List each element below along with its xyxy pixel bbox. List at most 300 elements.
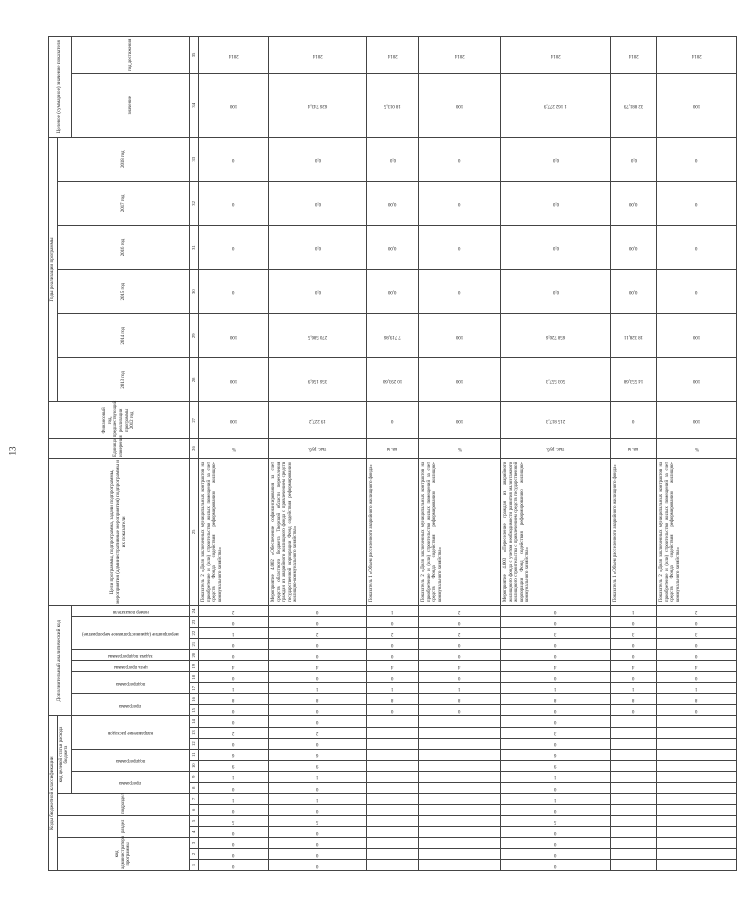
column-number: 2	[190, 848, 199, 859]
code-digit-cell: 2	[419, 605, 501, 616]
target-value-cell: 626 743,4	[269, 73, 367, 137]
code-digit-cell: 4	[657, 661, 737, 672]
year-value-cell: 0	[657, 225, 737, 269]
code-digit-cell	[419, 716, 501, 727]
year-value-cell: 356 156,9	[269, 358, 367, 402]
column-number: 11	[190, 749, 199, 760]
code-digit-cell: 0	[269, 672, 367, 683]
code-digit-cell	[611, 815, 657, 826]
year-2016-header: 2016 год	[57, 225, 189, 269]
year-value-cell: 0,0	[501, 270, 611, 314]
target-year-cell: 2014	[199, 37, 269, 74]
year-2015-header: 2015 год	[57, 270, 189, 314]
code-digit-cell: 0	[269, 837, 367, 848]
code-digit-cell: 0	[419, 617, 501, 628]
code-digit-cell: 2	[419, 628, 501, 639]
year-2014-header: 2014 год	[57, 314, 189, 358]
code-digit-cell: 1	[269, 683, 367, 694]
section-header: раздел	[57, 815, 189, 837]
target-value-cell: 100	[419, 73, 501, 137]
table-row	[501, 37, 611, 871]
year-value-cell: 503 557,3	[501, 358, 611, 402]
code-digit-cell: 0	[501, 716, 611, 727]
year-value-cell: 0,0	[269, 137, 367, 181]
year-value-cell: 0,0	[611, 137, 657, 181]
code-digit-cell: 8	[367, 694, 419, 705]
code-digit-cell	[367, 727, 419, 738]
code-digit-cell: 0	[199, 826, 269, 837]
code-digit-cell: 0	[419, 650, 501, 661]
target-year-cell: 2014	[501, 37, 611, 74]
year-value-cell: 100	[419, 358, 501, 402]
code-digit-cell	[657, 738, 737, 749]
code-digit-cell: 0	[367, 650, 419, 661]
code-digit-cell: 8	[657, 694, 737, 705]
unit-cell: кв. м	[611, 439, 657, 459]
year-value-cell: 0	[199, 181, 269, 225]
code-digit-cell: 0	[199, 837, 269, 848]
column-number: 30	[190, 270, 199, 314]
code-digit-cell: 0	[419, 672, 501, 683]
year-2017-header: 2017 год	[57, 181, 189, 225]
column-number: 13	[190, 727, 199, 738]
column-number: 23	[190, 617, 199, 628]
code-digit-cell: 3	[611, 628, 657, 639]
column-number: 32	[190, 181, 199, 225]
code-digit-cell	[611, 848, 657, 859]
code-digit-cell	[419, 749, 501, 760]
column-number: 26	[190, 439, 199, 459]
code-digit-cell: 8	[269, 694, 367, 705]
code-digit-cell: 3	[501, 727, 611, 738]
table-row	[657, 37, 737, 871]
column-number: 3	[190, 837, 199, 848]
indicator-text-cell: Показатель 2 «Доля заключенных муниципальных контрактов на приобретение и (или) строительство жилых помещений за счет средств Фонда содействия реформированию жилищно-коммунального хозяйства»	[419, 458, 501, 605]
year-value-cell: 658 720,6	[501, 314, 611, 358]
column-number: 29	[190, 314, 199, 358]
code-digit-cell: 1	[199, 628, 269, 639]
code-digit-cell	[367, 804, 419, 815]
code-digit-cell: 0	[611, 639, 657, 650]
year-value-cell: 0	[199, 270, 269, 314]
fin-year-value-cell: 100	[199, 402, 269, 439]
target-header: Целевое (суммарное) значение показателя	[49, 37, 72, 138]
year-value-cell: 0	[657, 137, 737, 181]
code-digit-cell	[657, 859, 737, 870]
code-digit-cell: 0	[367, 672, 419, 683]
code-digit-cell: 6	[199, 749, 269, 760]
code-digit-cell: 1	[611, 605, 657, 616]
year-value-cell: 0,00	[367, 225, 419, 269]
year-value-cell: 0,0	[501, 181, 611, 225]
table-row	[269, 37, 367, 871]
code-digit-cell	[367, 837, 419, 848]
code-digit-cell: 0	[657, 617, 737, 628]
code-digit-cell: 0	[199, 705, 269, 716]
column-numbers-row	[190, 37, 199, 871]
code-digit-cell	[419, 727, 501, 738]
code-digit-cell: 1	[501, 771, 611, 782]
code-digit-cell	[611, 727, 657, 738]
column-number: 20	[190, 650, 199, 661]
fin-year-value-cell: 19 227,2	[269, 402, 367, 439]
year-value-cell: 18 328,11	[611, 314, 657, 358]
unit-cell: тыс. руб.	[501, 439, 611, 459]
column-number: 6	[190, 804, 199, 815]
code-digit-cell: 0	[657, 705, 737, 716]
code-digit-cell: 1	[199, 683, 269, 694]
target-value-cell: 1 162 277,9	[501, 73, 611, 137]
column-number: 4	[190, 826, 199, 837]
code-digit-cell: 0	[199, 617, 269, 628]
code-digit-cell: 1	[269, 771, 367, 782]
target-article-header: код целевой статьи расхода бюджета	[57, 716, 71, 793]
code-digit-cell: 4	[611, 661, 657, 672]
code-digit-cell: 0	[501, 639, 611, 650]
code-digit-cell: 0	[657, 639, 737, 650]
year-2013-header: 2013 год	[57, 358, 189, 402]
an-subprogram-header: подпрограмма	[72, 672, 190, 694]
indicator-text-cell: Мероприятие 4.003 «Переселение граждан из аварийного жилищного фонда с учетом необходимости развития малоэтажного жилищного строительства с привлечением средств государственной корпорации Фонд содействия реформированию жилищно-коммунального хозяйства»	[501, 458, 611, 605]
code-digit-cell: 6	[269, 749, 367, 760]
code-digit-cell	[367, 815, 419, 826]
code-digit-cell: 0	[269, 705, 367, 716]
fin-year-value-cell: 0	[611, 402, 657, 439]
code-digit-cell: 0	[501, 650, 611, 661]
code-digit-cell: 2	[269, 628, 367, 639]
code-digit-cell: 4	[501, 661, 611, 672]
year-value-cell: 100	[419, 314, 501, 358]
code-digit-cell: 0	[611, 705, 657, 716]
code-digit-cell	[419, 815, 501, 826]
column-number: 9	[190, 771, 199, 782]
column-number: 19	[190, 661, 199, 672]
column-number: 8	[190, 782, 199, 793]
code-digit-cell: 0	[501, 826, 611, 837]
year-value-cell: 100	[657, 358, 737, 402]
year-value-cell: 0,0	[367, 137, 419, 181]
program-code-header: программа	[72, 771, 190, 793]
year-value-cell: 0	[419, 181, 501, 225]
code-digit-cell: 1	[501, 683, 611, 694]
code-digit-cell: 8	[611, 694, 657, 705]
code-digit-cell	[657, 837, 737, 848]
code-digit-cell: 0	[611, 650, 657, 661]
code-digit-cell: 0	[269, 826, 367, 837]
year-value-cell: 0,00	[611, 270, 657, 314]
code-digit-cell: 2	[657, 605, 737, 616]
code-digit-cell: 1	[367, 683, 419, 694]
code-digit-cell	[419, 771, 501, 782]
table-row	[199, 37, 269, 871]
code-digit-cell	[419, 793, 501, 804]
code-digit-cell: 0	[501, 804, 611, 815]
code-digit-cell	[367, 826, 419, 837]
code-digit-cell	[367, 782, 419, 793]
indicator-text-cell: Показатель 1 «Объем расселенного аварийного жилищного фонда»	[367, 458, 419, 605]
code-digit-cell	[367, 749, 419, 760]
column-number: 27	[190, 402, 199, 439]
code-digit-cell: 1	[269, 793, 367, 804]
year-value-cell: 0	[657, 181, 737, 225]
code-digit-cell	[367, 793, 419, 804]
code-digit-cell: 9	[269, 760, 367, 771]
code-digit-cell	[611, 804, 657, 815]
code-digit-cell: 4	[419, 661, 501, 672]
year-value-cell: 0,0	[501, 137, 611, 181]
year-value-cell: 0,0	[269, 270, 367, 314]
code-digit-cell	[611, 837, 657, 848]
table-row	[611, 37, 657, 871]
code-digit-cell: 1	[419, 683, 501, 694]
code-digit-cell: 8	[199, 694, 269, 705]
code-digit-cell: 2	[199, 727, 269, 738]
code-digit-cell	[611, 760, 657, 771]
code-digit-cell	[611, 749, 657, 760]
code-digit-cell: 2	[367, 628, 419, 639]
code-digit-cell: 0	[269, 617, 367, 628]
code-digit-cell: 0	[269, 605, 367, 616]
code-digit-cell	[419, 826, 501, 837]
budget-codes-header: Коды бюджетной классификации	[49, 716, 58, 871]
unit-cell: %	[199, 439, 269, 459]
code-digit-cell: 0	[199, 738, 269, 749]
code-digit-cell: 0	[657, 672, 737, 683]
code-digit-cell	[611, 782, 657, 793]
code-digit-cell	[611, 771, 657, 782]
column-number: 24	[190, 605, 199, 616]
code-digit-cell: 0	[501, 782, 611, 793]
code-digit-cell: 4	[199, 661, 269, 672]
goals-header: Цели программы, подпрограмма, задачи подпрограммы, мероприятия (административные мероприятия) подпрограммы и их показатели	[49, 458, 190, 605]
code-digit-cell: 0	[269, 650, 367, 661]
code-digit-cell: 6	[501, 749, 611, 760]
fin-year-value-cell: 100	[657, 402, 737, 439]
year-value-cell: 10 293,60	[367, 358, 419, 402]
code-digit-cell: 0	[269, 738, 367, 749]
column-number: 33	[190, 137, 199, 181]
code-digit-cell	[419, 738, 501, 749]
code-digit-cell: 5	[269, 815, 367, 826]
year-value-cell: 0,0	[269, 225, 367, 269]
indicator-text-cell: Показатель 1 «Объем расселенного аварийного жилищного фонда»	[611, 458, 657, 605]
fin-year-value-cell: 0	[367, 402, 419, 439]
an-indicator-header: номер показателя	[72, 605, 190, 616]
code-digit-cell: 4	[367, 661, 419, 672]
an-measure-header: мероприятие (административное мероприятие)	[72, 617, 190, 650]
column-number: 12	[190, 738, 199, 749]
code-digit-cell: 0	[269, 848, 367, 859]
code-digit-cell: 0	[419, 705, 501, 716]
target-year-cell: 2014	[419, 37, 501, 74]
year-value-cell: 0,00	[611, 225, 657, 269]
code-digit-cell: 4	[269, 661, 367, 672]
code-digit-cell: 0	[501, 617, 611, 628]
code-digit-cell: 0	[199, 650, 269, 661]
indicator-text-cell: Мероприятие 4.002 «Обеспечение софинансирования за счет средств областного бюджета Тверской области переселения граждан из аварийного жилищного фонда с привлечением средств государственной корпорации Фонд содействия реформированию жилищно-коммунального хозяйства»	[269, 458, 367, 605]
an-goal-header: цель программы	[72, 661, 190, 672]
year-value-cell: 0	[657, 270, 737, 314]
code-digit-cell: 0	[501, 738, 611, 749]
year-value-cell: 0	[419, 270, 501, 314]
years-header: Годы реализации программы	[49, 137, 58, 402]
unit-cell: кв. м	[367, 439, 419, 459]
year-value-cell: 100	[199, 314, 269, 358]
code-digit-cell: 1	[611, 683, 657, 694]
code-digit-cell: 0	[501, 605, 611, 616]
code-digit-cell: 0	[501, 837, 611, 848]
target-value-cell: 18 013,5	[367, 73, 419, 137]
code-digit-cell: 0	[611, 617, 657, 628]
year-value-cell: 270 586,5	[269, 314, 367, 358]
code-digit-cell: 0	[367, 639, 419, 650]
code-digit-cell	[419, 804, 501, 815]
code-digit-cell: 0	[657, 650, 737, 661]
column-number: 15	[190, 705, 199, 716]
code-digit-cell: 8	[419, 694, 501, 705]
code-digit-cell	[657, 793, 737, 804]
code-digit-cell: 2	[199, 605, 269, 616]
code-digit-cell: 2	[269, 727, 367, 738]
code-digit-cell: 0	[611, 672, 657, 683]
code-digit-cell: 0	[199, 804, 269, 815]
code-digit-cell: 0	[199, 672, 269, 683]
fin-year-value-cell: 100	[419, 402, 501, 439]
code-digit-cell: 5	[199, 815, 269, 826]
code-digit-cell: 1	[199, 793, 269, 804]
code-digit-cell: 0	[199, 859, 269, 870]
fin-year-header: Финансовый год, предшествующий реализации программы 2012 год	[49, 402, 190, 439]
code-digit-cell: 1	[367, 605, 419, 616]
year-2018-header: 2018 год	[57, 137, 189, 181]
code-digit-cell	[367, 859, 419, 870]
code-digit-cell: 9	[199, 760, 269, 771]
code-digit-cell: 0	[199, 639, 269, 650]
code-digit-cell: 0	[199, 848, 269, 859]
column-number: 21	[190, 639, 199, 650]
code-digit-cell	[657, 749, 737, 760]
code-digit-cell: 0	[501, 848, 611, 859]
code-digit-cell	[419, 859, 501, 870]
code-digit-cell	[367, 738, 419, 749]
year-value-cell: 100	[657, 314, 737, 358]
code-digit-cell	[657, 848, 737, 859]
code-digit-cell: 0	[501, 672, 611, 683]
year-value-cell: 7 719,86	[367, 314, 419, 358]
code-digit-cell	[367, 771, 419, 782]
target-value-cell: 32 881,79	[611, 73, 657, 137]
code-digit-cell	[367, 760, 419, 771]
column-number: 25	[190, 458, 199, 605]
code-digit-cell	[657, 782, 737, 793]
code-digit-cell: 3	[657, 628, 737, 639]
year-value-cell: 0	[199, 137, 269, 181]
code-digit-cell: 0	[419, 639, 501, 650]
column-number: 22	[190, 628, 199, 639]
unit-cell: %	[419, 439, 501, 459]
code-digit-cell	[657, 804, 737, 815]
code-digit-cell: 0	[269, 639, 367, 650]
year-value-cell: 0,0	[269, 181, 367, 225]
program-table	[48, 36, 737, 871]
column-number: 10	[190, 760, 199, 771]
code-digit-cell	[367, 848, 419, 859]
indicator-text-cell: Показатель 2 «Доля заключенных муниципальных контрактов на приобретение и (или) строительство жилых помещений за счет средств Фонда содействия реформированию жилищно-коммунального хозяйства»	[199, 458, 269, 605]
code-digit-cell	[657, 771, 737, 782]
code-digit-cell: 0	[367, 617, 419, 628]
year-value-cell: 0,0	[501, 225, 611, 269]
target-value-cell: 100	[199, 73, 269, 137]
analytic-code-header: Дополнительный аналитический код	[49, 605, 72, 715]
code-digit-cell: 3	[501, 628, 611, 639]
subsection-header: подраздел	[57, 793, 189, 815]
code-digit-cell	[419, 848, 501, 859]
code-digit-cell: 5	[501, 815, 611, 826]
column-number: 31	[190, 225, 199, 269]
code-digit-cell	[611, 738, 657, 749]
target-value-cell: 100	[657, 73, 737, 137]
code-digit-cell: 0	[269, 782, 367, 793]
column-number: 5	[190, 815, 199, 826]
code-digit-cell: 0	[199, 782, 269, 793]
target-year-cell: 2014	[611, 37, 657, 74]
year-value-cell: 0,00	[611, 181, 657, 225]
column-number: 7	[190, 793, 199, 804]
code-digit-cell: 8	[501, 694, 611, 705]
year-value-cell: 100	[199, 358, 269, 402]
code-digit-cell: 0	[501, 705, 611, 716]
column-number: 16	[190, 694, 199, 705]
column-number: 28	[190, 358, 199, 402]
fin-year-value-cell: 215 817,3	[501, 402, 611, 439]
code-digit-cell	[419, 760, 501, 771]
year-value-cell: 0,00	[367, 181, 419, 225]
column-number: 1	[190, 859, 199, 870]
code-digit-cell	[419, 837, 501, 848]
subprogram-code-header: подпрограмма	[72, 749, 190, 771]
code-digit-cell	[611, 793, 657, 804]
code-digit-cell	[657, 760, 737, 771]
code-digit-cell: 1	[501, 793, 611, 804]
page-number: 13	[7, 446, 18, 456]
code-digit-cell	[367, 716, 419, 727]
code-digit-cell	[657, 727, 737, 738]
column-number: 35	[190, 37, 199, 74]
code-digit-cell	[419, 782, 501, 793]
table-row	[367, 37, 419, 871]
target-value-header: значение	[72, 73, 190, 137]
column-number: 14	[190, 716, 199, 727]
code-digit-cell	[611, 859, 657, 870]
code-digit-cell: 0	[269, 804, 367, 815]
unit-header: Единица измерения	[49, 439, 190, 459]
code-digit-cell	[657, 826, 737, 837]
target-year-header: год достижения	[72, 37, 190, 74]
code-digit-cell: 1	[199, 771, 269, 782]
column-number: 17	[190, 683, 199, 694]
code-digit-cell: 0	[199, 716, 269, 727]
indicator-text-cell: Показатель 2 «Доля заключенных муниципальных контрактов на приобретение и (или) строительство жилых помещений за счет средств Фонда содействия реформированию жилищно-коммунального хозяйства»	[657, 458, 737, 605]
unit-cell: %	[657, 439, 737, 459]
code-digit-cell	[611, 716, 657, 727]
table-row	[419, 37, 501, 871]
code-digit-cell	[611, 826, 657, 837]
code-digit-cell: 0	[367, 705, 419, 716]
target-year-cell: 2014	[367, 37, 419, 74]
year-value-cell: 0,00	[367, 270, 419, 314]
an-task-header: задача подпрограммы	[72, 650, 190, 661]
code-digit-cell	[657, 716, 737, 727]
